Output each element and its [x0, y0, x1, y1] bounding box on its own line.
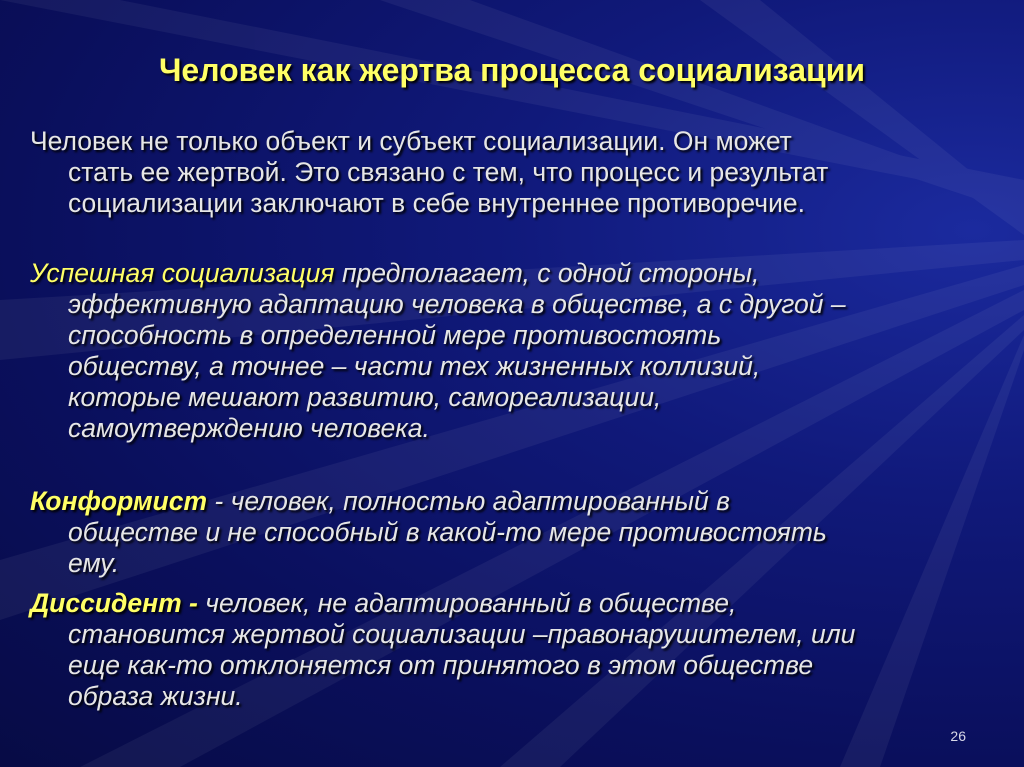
term-dash: -: [181, 588, 198, 618]
text-line: образа жизни.: [68, 681, 243, 711]
text-line: способность в определенной мере противостоять: [68, 320, 722, 350]
text-fragment: человек, не адаптированный в обществе,: [197, 588, 737, 618]
paragraph-dissident: [30, 588, 1010, 712]
text-line: эффективную адаптацию человека в обществе, а с другой –: [68, 289, 846, 319]
slide-title: Человек как жертва процесса социализации: [158, 52, 866, 88]
slide-number: 26: [950, 728, 966, 744]
text-fragment: предполагает, с одной стороны,: [334, 258, 760, 288]
paragraph-intro: [30, 126, 1010, 219]
term-dissident: Диссидент: [30, 588, 182, 618]
text-fragment: - человек, полностью адаптированный в: [207, 486, 730, 516]
paragraph-conformist: [30, 486, 1010, 579]
text-line: социализации заключают в себе внутреннее противоречие.: [68, 188, 805, 218]
text-line: обществе и не способный в какой-то мере противостоять: [68, 517, 827, 547]
text-line: становится жертвой социализации –правонарушителем, или: [68, 619, 856, 649]
text-line: Человек не только объект и субъект социализации. Он может: [30, 126, 792, 156]
paragraph-successful-socialization: [30, 258, 1010, 444]
term-conformist: Конформист: [30, 486, 208, 516]
text-line: [30, 486, 1010, 517]
text-line: ему.: [68, 548, 120, 578]
text-line: которые мешают развитию, самореализации,: [68, 382, 662, 412]
text-line: самоутверждению человека.: [68, 413, 430, 443]
text-line: обществу, а точнее – части тех жизненных коллизий,: [68, 351, 761, 381]
text-line: [30, 258, 1010, 289]
text-line: еще как-то отклоняется от принятого в этом обществе: [68, 650, 814, 680]
text-line: [30, 588, 1010, 619]
term-successful-socialization: Успешная социализация: [30, 258, 335, 288]
text-line: стать ее жертвой. Это связано с тем, что процесс и результат: [68, 157, 829, 187]
